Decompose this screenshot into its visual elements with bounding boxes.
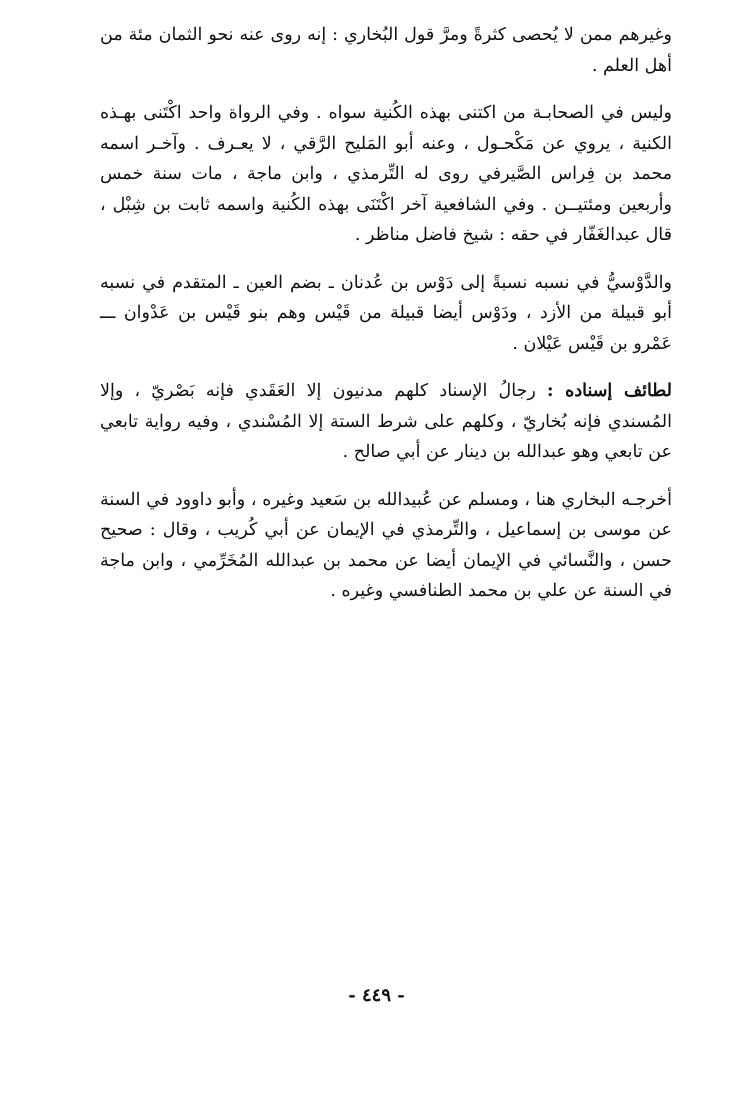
paragraph-1: [100, 20, 672, 81]
paragraph-1-text: وغيرهم ممن لا يُحصى كثرةً ومرَّ قول البُخاري : إنه روى عنه نحو الثمان مئة من أهل العلم .: [100, 25, 672, 76]
paragraph-3-text: والدَّوْسيُّ في نسبه نسبةً إلى دَوْس بن عُدنان ـ بضم العين ـ المتقدم في نسبه أبو قبيلة من الأزد ، ودَوْس أيضا قبيلة من قَيْس وهم بنو قَيْس بن عَدْوان ـــ عَمْرو بن قَيْس عَيْلان .: [100, 272, 672, 354]
paragraph-5-text: أخرجـه البخاري هنا ، ومسلم عن عُبيدالله بن سَعيد وغيره ، وأبو داوود في السنة عن موسى بن إسماعيل ، والتِّرمذي في الإيمان عن أبي كُريب ، وقال : صحيح حسن ، والنَّسائي في الإيمان أيضا عن محمد بن عبدالله المُخَرِّمي ، وابن ماجة في السنة عن علي بن محمد الطنافسي وغيره .: [100, 489, 672, 601]
page-number: - ٤٤٩ -: [348, 985, 405, 1006]
paragraph-3: [100, 268, 672, 360]
paragraph-5: [100, 485, 672, 607]
page-text-body: [100, 20, 672, 624]
paragraph-2-text: وليس في الصحابـة من اكتنى بهذه الكُنية سواه . وفي الرواة واحد اكْتَنى بهـذه الكنية ، يروي عن مَكْحـول ، وعنه أبو المَليح الرَّقي ، لا يعـرف . وآخـر اسمه محمد بن فِراس الصَّيرفي روى له التِّرمذي ، وابن ماجة ، مات سنة خمس وأربعين ومئتيــن . وفي الشافعية آخر اكْتَنَى بهذه الكُنية واسمه ثابت بن شِبْل ، قال عبدالغَفّار في حقه : شيخ فاضل مناظر .: [100, 103, 672, 245]
paragraph-4-heading: لطائف إسناده :: [547, 381, 672, 401]
paragraph-2: [100, 98, 672, 251]
paragraph-4-text: رجالُ الإسناد كلهم مدنيون إلا العَقَدي فإنه بَصْريّ ، وإلا المُسندي فإنه بُخاريّ ، وكلهم على شرط الستة إلا المُسْندي ، وفيه رواية تابعي عن تابعي وهو عبدالله بن دينار عن أبي صالح .: [100, 381, 672, 462]
paragraph-4: [100, 376, 672, 468]
